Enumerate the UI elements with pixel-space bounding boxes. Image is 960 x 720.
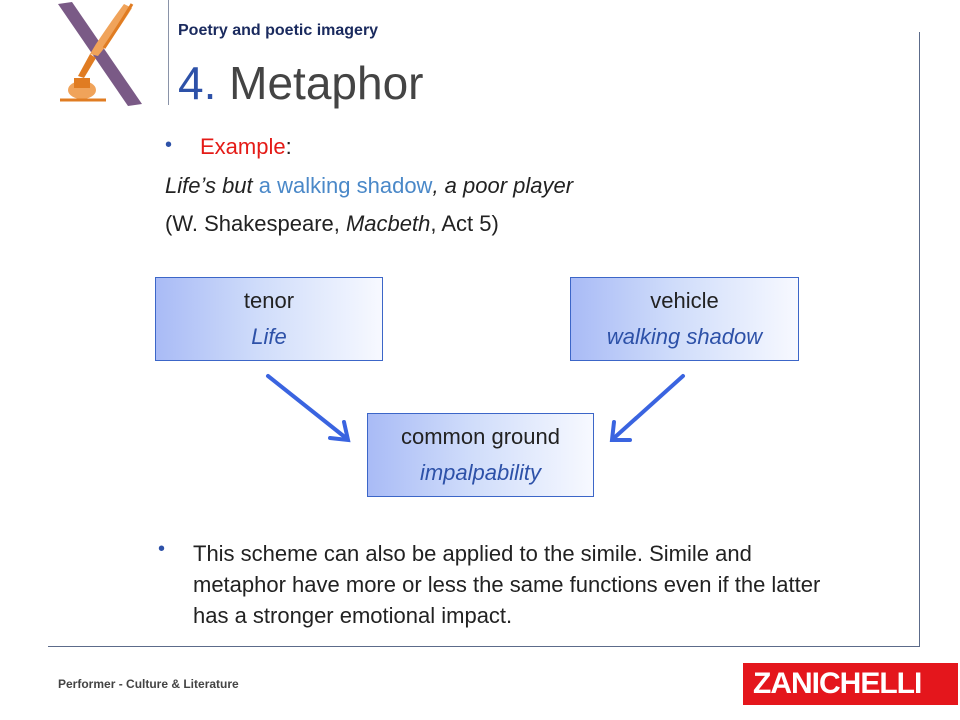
vehicle-title: vehicle xyxy=(650,288,719,313)
quote-line xyxy=(165,173,573,199)
bullet-icon: • xyxy=(165,134,173,156)
quote-part1: Life’s but xyxy=(165,173,259,198)
example-label-text: Example xyxy=(200,134,286,159)
common-value: impalpability xyxy=(419,460,542,485)
source-part2: , Act 5) xyxy=(430,211,499,236)
example-colon: : xyxy=(285,134,292,159)
source-part1: (W. Shakespeare, xyxy=(165,211,346,236)
title-number: 4. xyxy=(178,57,217,109)
body-paragraph: This scheme can also be applied to the simile. Simile and metaphor have more or less the same functions even if the latter has a stronger emotional impact. xyxy=(193,541,821,628)
vehicle-value: walking shadow xyxy=(606,324,763,349)
right-divider xyxy=(919,32,920,647)
vehicle-box xyxy=(570,277,799,361)
arrow-tenor-to-common xyxy=(268,376,348,440)
source-line xyxy=(165,211,499,237)
tenor-title: tenor xyxy=(243,288,295,313)
tenor-box xyxy=(155,277,383,361)
page-title xyxy=(178,56,424,110)
quote-part2: , a poor player xyxy=(432,173,574,198)
bullet-icon: • xyxy=(158,538,166,560)
title-text: Metaphor xyxy=(229,57,424,109)
common-title: common ground xyxy=(401,424,560,449)
quote-highlight: a walking shadow xyxy=(258,173,433,198)
source-work: Macbeth xyxy=(345,211,431,236)
common-ground-box xyxy=(367,413,594,497)
footer-divider xyxy=(48,646,920,647)
brand-logo: ZANICHELLI xyxy=(743,663,958,705)
logo-quill-icon xyxy=(50,0,150,108)
tenor-value: Life xyxy=(251,324,287,349)
header-divider xyxy=(168,0,169,105)
footer-text: Performer - Culture & Literature xyxy=(58,677,239,691)
example-label xyxy=(200,134,292,160)
section-label: Poetry and poetic imagery xyxy=(178,22,379,39)
arrow-vehicle-to-common xyxy=(612,376,683,440)
